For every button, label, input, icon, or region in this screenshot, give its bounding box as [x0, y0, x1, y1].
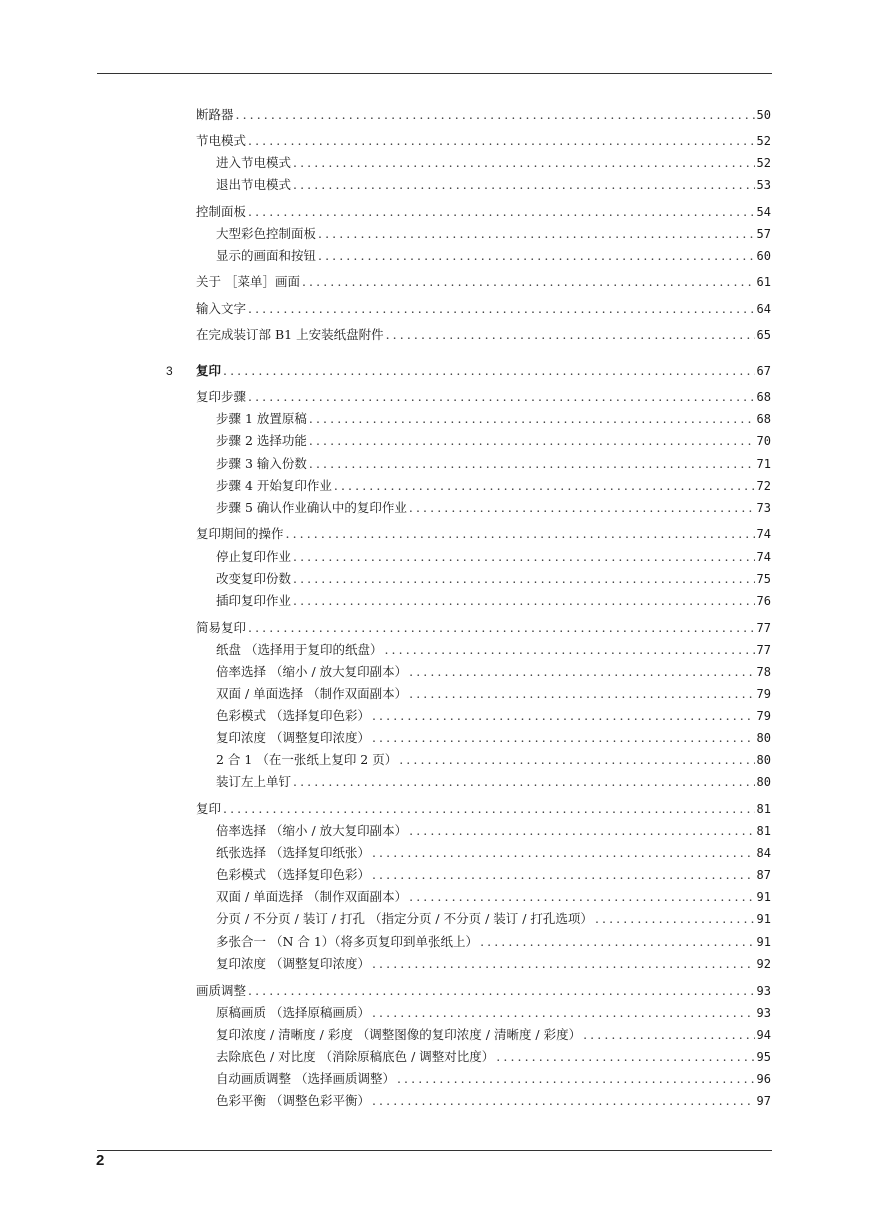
dot-leader [409, 498, 755, 518]
entry-page-number: 52 [756, 134, 771, 148]
toc-entry[interactable] [196, 272, 771, 292]
toc-subentry[interactable] [216, 476, 771, 496]
entry-title: 自动画质调整 （选择画质调整） [216, 1071, 395, 1086]
entry-title: 插印复印作业 [216, 593, 292, 608]
toc-entry[interactable] [196, 981, 771, 1001]
entry-page-number: 65 [756, 328, 771, 342]
dot-leader [293, 547, 755, 567]
chapter-number: 3 [166, 364, 173, 378]
toc-subentry[interactable] [216, 591, 771, 611]
entry-title: 步骤 1 放置原稿 [216, 411, 307, 426]
entry-page-number: 57 [756, 227, 771, 241]
page-number: 2 [96, 1152, 105, 1169]
toc-subentry[interactable] [216, 750, 771, 770]
dot-leader [583, 1025, 754, 1045]
toc-entry[interactable] [196, 618, 771, 638]
toc-subentry[interactable] [216, 909, 771, 929]
entry-title: 色彩平衡 （调整色彩平衡） [216, 1093, 370, 1108]
toc-subentry[interactable] [216, 932, 771, 952]
toc-subentry[interactable] [216, 706, 771, 726]
entry-page-number: 71 [756, 457, 771, 471]
toc-subentry[interactable] [216, 662, 771, 682]
dot-leader [248, 981, 755, 1001]
footer-rule [97, 1150, 772, 1151]
entry-page-number: 73 [756, 501, 771, 515]
toc-subentry[interactable] [216, 887, 771, 907]
entry-title: 简易复印 [196, 620, 247, 635]
entry-page-number: 91 [756, 935, 771, 949]
entry-page-number: 91 [756, 912, 771, 926]
entry-title: 进入节电模式 [216, 155, 292, 170]
dot-leader [372, 1091, 755, 1111]
dot-leader [409, 887, 754, 907]
dot-leader [293, 591, 755, 611]
entry-page-number: 68 [756, 390, 771, 404]
entry-title: 原稿画质 （选择原稿画质） [216, 1005, 370, 1020]
toc-subentry[interactable] [216, 246, 771, 266]
entry-page-number: 80 [756, 753, 771, 767]
entry-title: 倍率选择 （缩小 / 放大复印副本） [216, 664, 408, 679]
entry-page-number: 95 [756, 1050, 771, 1064]
dot-leader [372, 865, 755, 885]
entry-page-number: 72 [756, 479, 771, 493]
dot-leader [293, 569, 755, 589]
entry-page-number: 96 [756, 1072, 771, 1086]
entry-title: 复印浓度 / 清晰度 / 彩度 （调整图像的复印浓度 / 清晰度 / 彩度） [216, 1027, 582, 1042]
toc-subentry[interactable] [216, 1069, 771, 1089]
dot-leader [496, 1047, 754, 1067]
entry-page-number: 92 [756, 957, 771, 971]
dot-leader [372, 954, 755, 974]
entry-page-number: 94 [756, 1028, 771, 1042]
entry-title: 双面 / 单面选择 （制作双面副本） [216, 889, 408, 904]
dot-leader [248, 202, 755, 222]
entry-title: 复印 [196, 363, 222, 378]
toc-subentry[interactable] [216, 954, 771, 974]
toc-entry[interactable] [196, 387, 771, 407]
entry-title: 去除底色 / 对比度 （消除原稿底色 / 调整对比度） [216, 1049, 495, 1064]
entry-title: 输入文字 [196, 301, 247, 316]
dot-leader [248, 618, 755, 638]
entry-page-number: 79 [756, 709, 771, 723]
entry-page-number: 87 [756, 868, 771, 882]
entry-title: 停止复印作业 [216, 549, 292, 564]
entry-page-number: 93 [756, 984, 771, 998]
entry-page-number: 93 [756, 1006, 771, 1020]
entry-title: 断路器 [196, 107, 234, 122]
toc-subentry[interactable] [216, 431, 771, 451]
entry-title: 退出节电模式 [216, 177, 292, 192]
entry-title: 画质调整 [196, 983, 247, 998]
dot-leader [409, 684, 754, 704]
dot-leader [309, 454, 755, 474]
toc-subentry[interactable] [216, 865, 771, 885]
dot-leader [384, 640, 754, 660]
entry-page-number: 68 [756, 412, 771, 426]
entry-title: 分页 / 不分页 / 装订 / 打孔 （指定分页 / 不分页 / 装订 / 打孔选项） [216, 911, 593, 926]
entry-title: 关于 ［菜单］画面 [196, 274, 300, 289]
entry-title: 色彩模式 （选择复印色彩） [216, 708, 370, 723]
entry-title: 复印 [196, 801, 222, 816]
entry-title: 装订左上单钉 [216, 774, 292, 789]
dot-leader [372, 843, 755, 863]
toc-subentry[interactable] [216, 547, 771, 567]
dot-leader [223, 799, 755, 819]
dot-leader [293, 175, 755, 195]
entry-title: 在完成装订部 B1 上安装纸盘附件 [196, 327, 384, 342]
entry-title: 色彩模式 （选择复印色彩） [216, 867, 370, 882]
entry-page-number: 80 [756, 731, 771, 745]
entry-title: 倍率选择 （缩小 / 放大复印副本） [216, 823, 408, 838]
toc-entry[interactable] [196, 202, 771, 222]
dot-leader [293, 772, 755, 792]
toc-subentry[interactable] [216, 772, 771, 792]
toc-subentry[interactable] [216, 224, 771, 244]
toc-subentry[interactable] [216, 1047, 771, 1067]
toc-subentry[interactable] [216, 454, 771, 474]
entry-page-number: 50 [756, 108, 771, 122]
entry-page-number: 60 [756, 249, 771, 263]
dot-leader [318, 246, 755, 266]
entry-page-number: 52 [756, 156, 771, 170]
entry-title: 控制面板 [196, 204, 247, 219]
dot-leader [248, 299, 755, 319]
toc-subentry[interactable] [216, 175, 771, 195]
toc-subentry[interactable] [216, 153, 771, 173]
dot-leader [399, 750, 754, 770]
entry-page-number: 79 [756, 687, 771, 701]
toc-entry[interactable] [196, 131, 771, 151]
entry-title: 步骤 4 开始复印作业 [216, 478, 332, 493]
entry-title: 显示的画面和按钮 [216, 248, 317, 263]
entry-page-number: 78 [756, 665, 771, 679]
entry-title: 纸张选择 （选择复印纸张） [216, 845, 370, 860]
entry-page-number: 74 [756, 527, 771, 541]
entry-page-number: 64 [756, 302, 771, 316]
entry-page-number: 54 [756, 205, 771, 219]
dot-leader [372, 706, 755, 726]
dot-leader [223, 361, 755, 381]
dot-leader [248, 131, 755, 151]
entry-page-number: 70 [756, 434, 771, 448]
entry-title: 改变复印份数 [216, 571, 292, 586]
entry-page-number: 61 [756, 275, 771, 289]
entry-page-number: 74 [756, 550, 771, 564]
entry-title: 纸盘 （选择用于复印的纸盘） [216, 642, 383, 657]
dot-leader [334, 476, 755, 496]
entry-title: 多张合一 （N 合 1）（将多页复印到单张纸上） [216, 934, 479, 949]
toc-subentry[interactable] [216, 640, 771, 660]
entry-title: 复印浓度 （调整复印浓度） [216, 956, 370, 971]
entry-title: 双面 / 单面选择 （制作双面副本） [216, 686, 408, 701]
entry-page-number: 97 [756, 1094, 771, 1108]
dot-leader [236, 105, 755, 125]
entry-page-number: 81 [756, 802, 771, 816]
dot-leader [248, 387, 755, 407]
toc-subentry[interactable] [216, 1003, 771, 1023]
entry-page-number: 77 [756, 643, 771, 657]
entry-page-number: 75 [756, 572, 771, 586]
entry-title: 大型彩色控制面板 [216, 226, 317, 241]
dot-leader [318, 224, 755, 244]
toc-subentry[interactable] [216, 569, 771, 589]
dot-leader [309, 409, 755, 429]
entry-title: 步骤 3 输入份数 [216, 456, 307, 471]
toc-subentry[interactable] [216, 843, 771, 863]
toc-entry[interactable] [196, 325, 771, 345]
entry-title: 步骤 2 选择功能 [216, 433, 307, 448]
dot-leader [286, 524, 755, 544]
entry-page-number: 76 [756, 594, 771, 608]
toc-subentry[interactable] [216, 821, 771, 841]
dot-leader [480, 932, 754, 952]
toc-entry[interactable] [196, 799, 771, 819]
dot-leader [409, 821, 754, 841]
dot-leader [595, 909, 755, 929]
dot-leader [397, 1069, 755, 1089]
toc-entry[interactable] [196, 105, 771, 125]
toc-subentry[interactable] [216, 409, 771, 429]
toc-subentry[interactable] [216, 728, 771, 748]
entry-title: 2 合 1 （在一张纸上复印 2 页） [216, 752, 398, 767]
entry-title: 复印浓度 （调整复印浓度） [216, 730, 370, 745]
entry-page-number: 77 [756, 621, 771, 635]
toc-subentry[interactable] [216, 1025, 771, 1045]
toc-subentry[interactable] [216, 684, 771, 704]
toc-entry[interactable] [196, 524, 771, 544]
entry-page-number: 91 [756, 890, 771, 904]
entry-title: 复印步骤 [196, 389, 247, 404]
dot-leader [372, 1003, 755, 1023]
entry-title: 复印期间的操作 [196, 526, 284, 541]
dot-leader [293, 153, 755, 173]
entry-page-number: 84 [756, 846, 771, 860]
dot-leader [386, 325, 755, 345]
entry-title: 节电模式 [196, 133, 247, 148]
entry-title: 步骤 5 确认作业确认中的复印作业 [216, 500, 407, 515]
dot-leader [409, 662, 754, 682]
entry-page-number: 81 [756, 824, 771, 838]
entry-page-number: 53 [756, 178, 771, 192]
entry-page-number: 67 [756, 364, 771, 378]
dot-leader [372, 728, 755, 748]
toc-chapter[interactable] [196, 361, 771, 381]
toc-subentry[interactable] [216, 498, 771, 518]
toc-subentry[interactable] [216, 1091, 771, 1111]
dot-leader [302, 272, 755, 292]
toc-entry[interactable] [196, 299, 771, 319]
entry-page-number: 80 [756, 775, 771, 789]
dot-leader [309, 431, 755, 451]
